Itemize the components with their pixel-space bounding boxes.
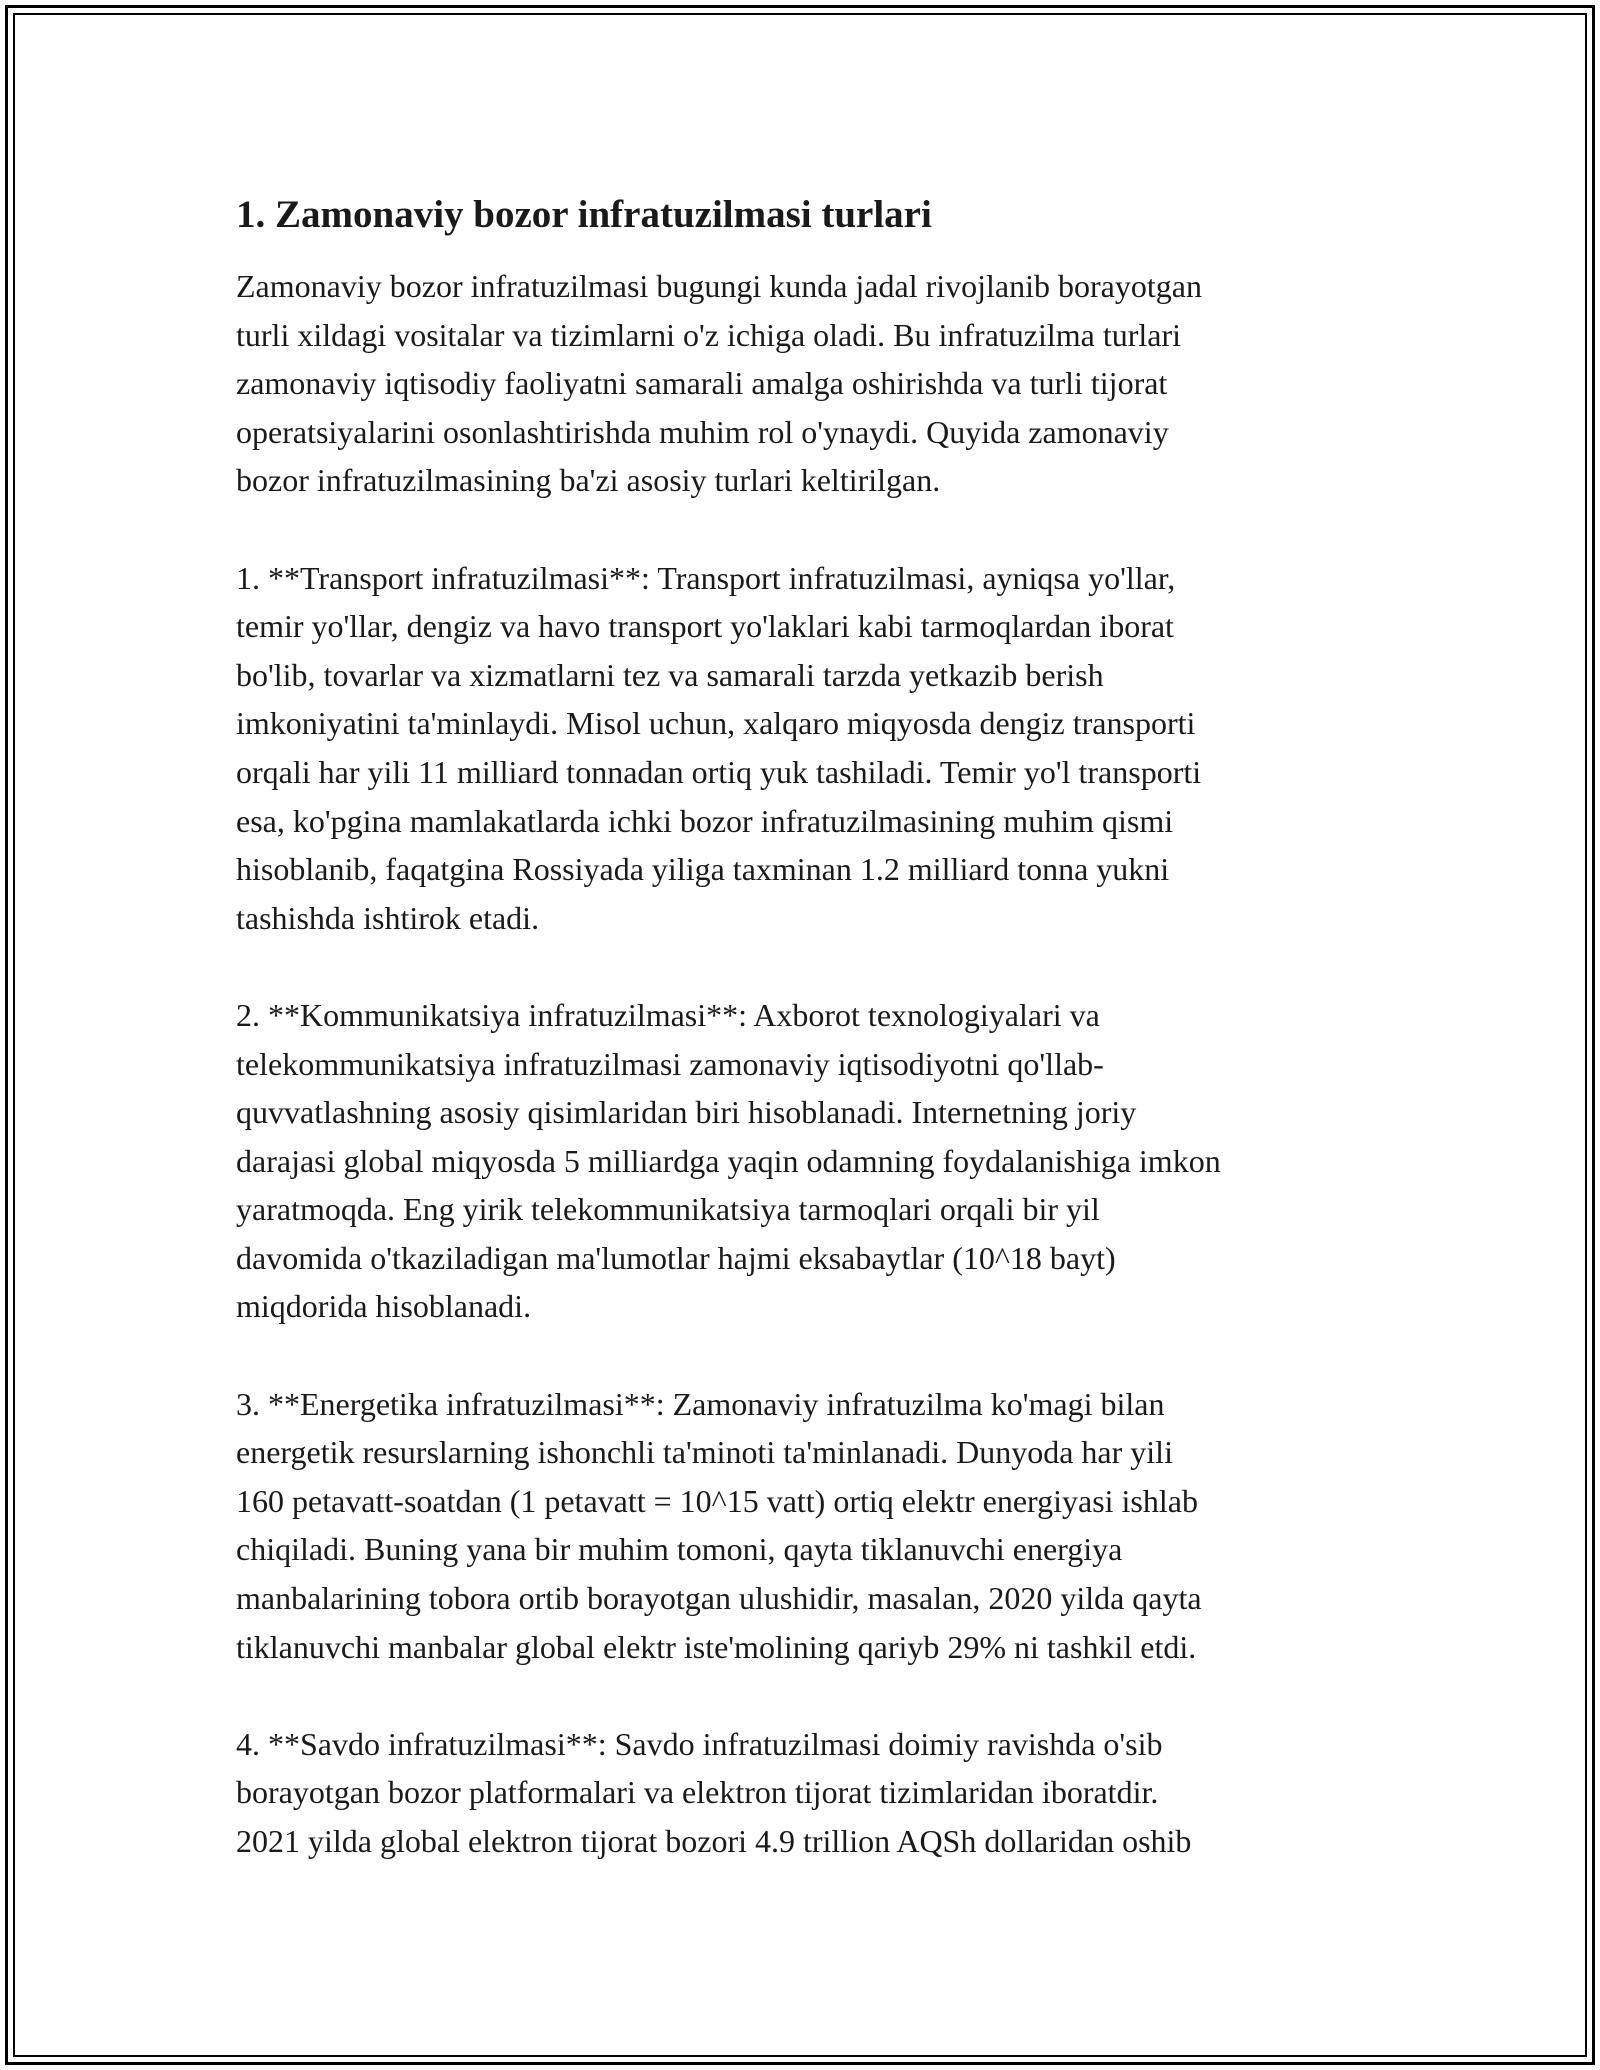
- text-line: bo'lib, tovarlar va xizmatlarni tez va samarali tarzda yetkazib berish: [236, 656, 1104, 693]
- text-line: Zamonaviy bozor infratuzilmasi bugungi kunda jadal rivojlanib borayotgan: [236, 268, 1202, 304]
- energy-paragraph: [236, 1380, 1376, 1672]
- intro-paragraph: [236, 262, 1376, 505]
- text-line: esa, ko'pgina mamlakatlarda ichki bozor infratuzilmasining muhim qismi: [236, 802, 1174, 839]
- text-line: darajasi global miqyosda 5 milliardga yaqin odamning foydalanishiga imkon: [236, 1142, 1221, 1179]
- text-line: borayotgan bozor platformalari va elektron tijorat tizimlaridan iboratdir.: [236, 1774, 1159, 1811]
- document-body: [236, 190, 1376, 1914]
- text-line: hisoblanib, faqatgina Rossiyada yiliga taxminan 1.2 milliard tonna yukni: [236, 851, 1170, 888]
- text-line: orqali har yili 11 milliard tonnadan ortiq yuk tashiladi. Temir yo'l transporti: [236, 753, 1202, 790]
- section-heading: 1. Zamonaviy bozor infratuzilmasi turlari: [236, 193, 932, 236]
- text-line: 2. **Kommunikatsiya infratuzilmasi**: Axborot texnologiyalari va: [236, 996, 1100, 1033]
- text-line: tiklanuvchi manbalar global elektr iste'molining qariyb 29% ni tashkil etdi.: [236, 1628, 1197, 1665]
- text-line: tashishda ishtirok etadi.: [236, 899, 540, 936]
- text-line: 3. **Energetika infratuzilmasi**: Zamonaviy infratuzilma ko'magi bilan: [236, 1385, 1165, 1422]
- trade-paragraph: [236, 1720, 1376, 1866]
- text-line: zamonaviy iqtisodiy faoliyatni samarali amalga oshirishda va turli tijorat: [236, 365, 1168, 402]
- text-line: quvvatlashning asosiy qisimlaridan biri hisoblanadi. Internetning joriy: [236, 1094, 1137, 1131]
- communication-paragraph: [236, 991, 1376, 1331]
- transport-paragraph: [236, 554, 1376, 943]
- text-line: 4. **Savdo infratuzilmasi**: Savdo infratuzilmasi doimiy ravishda o'sib: [236, 1725, 1163, 1762]
- text-line: miqdorida hisoblanadi.: [236, 1288, 532, 1325]
- text-line: imkoniyatini ta'minlaydi. Misol uchun, xalqaro miqyosda dengiz transporti: [236, 705, 1196, 742]
- text-line: 1. **Transport infratuzilmasi**: Transport infratuzilmasi, ayniqsa yo'llar,: [236, 559, 1176, 596]
- text-line: yaratmoqda. Eng yirik telekommunikatsiya tarmoqlari orqali bir yil: [236, 1191, 1100, 1228]
- text-line: telekommunikatsiya infratuzilmasi zamonaviy iqtisodiyotni qo'llab-: [236, 1045, 1104, 1082]
- text-line: 2021 yilda global elektron tijorat bozori 4.9 trillion AQSh dollaridan oshib: [236, 1823, 1192, 1859]
- text-line: turli xildagi vositalar va tizimlarni o'z ichiga oladi. Bu infratuzilma turlari: [236, 316, 1182, 353]
- text-line: chiqiladi. Buning yana bir muhim tomoni, qayta tiklanuvchi energiya: [236, 1531, 1123, 1568]
- text-line: 160 petavatt-soatdan (1 petavatt = 10^15 vatt) ortiq elektr energiyasi ishlab: [236, 1482, 1198, 1519]
- text-line: energetik resurslarning ishonchli ta'minoti ta'minlanadi. Dunyoda har yili: [236, 1434, 1173, 1471]
- text-line: operatsiyalarini osonlashtirishda muhim rol o'ynaydi. Quyida zamonaviy: [236, 413, 1169, 450]
- text-line: temir yo'llar, dengiz va havo transport yo'laklari kabi tarmoqlardan iborat: [236, 608, 1174, 645]
- text-line: davomida o'tkaziladigan ma'lumotlar hajmi eksabaytlar (10^18 bayt): [236, 1239, 1116, 1276]
- text-line: bozor infratuzilmasining ba'zi asosiy turlari keltirilgan.: [236, 462, 941, 499]
- text-line: manbalarining tobora ortib borayotgan ulushidir, masalan, 2020 yilda qayta: [236, 1580, 1202, 1617]
